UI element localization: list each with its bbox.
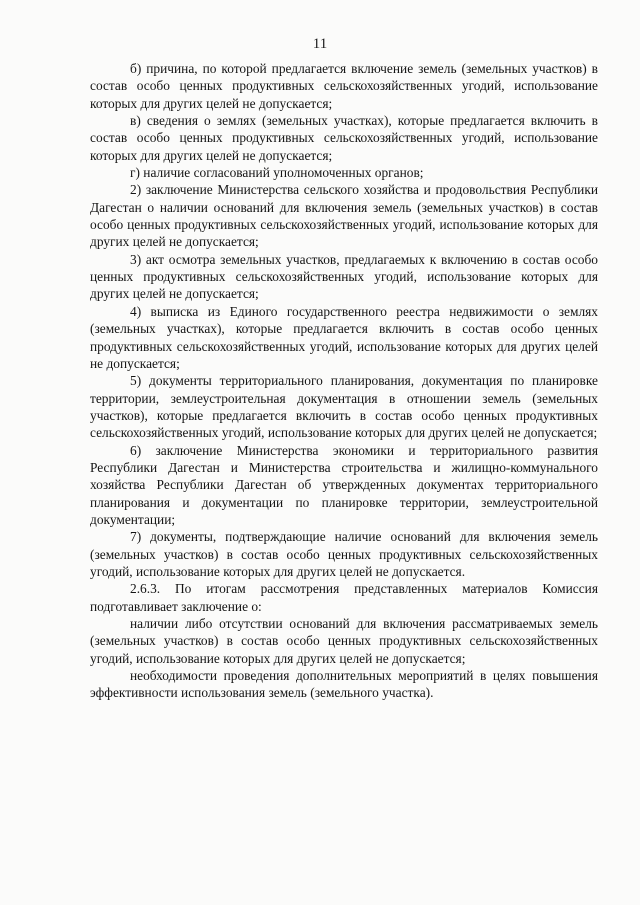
paragraph-item-g: г) наличие согласований уполномоченных органов; [130, 165, 424, 181]
paragraph-conclusion-presence: наличии либо отсутствии оснований для включения рассматриваемых земель (земельных участков) в состав особо ценных продуктивных сельскохозяйственных угодий, использование которых для других целей не допускается; [90, 616, 598, 666]
paragraph-section-2-6-3: 2.6.3. По итогам рассмотрения представленных материалов Комиссия подготавливает заключение о: [90, 581, 598, 614]
paragraph-conclusion-measures: необходимости проведения дополнительных мероприятий в целях повышения эффективности использования земель (земельного участка). [90, 668, 598, 701]
paragraph-item-b: б) причина, по которой предлагается включение земель (земельных участков) в состав особо ценных продуктивных сельскохозяйственных угодий, использование которых для других целей не допускается; [90, 61, 598, 111]
paragraph-item-2: 2) заключение Министерства сельского хозяйства и продовольствия Республики Дагестан о наличии оснований для включения земель (земельных участков) в состав особо ценных продуктивных сельскохозяйственных угодий, использование которых для других целей не допускается; [90, 182, 598, 250]
page-number: 11 [312, 36, 328, 52]
paragraph-item-v: в) сведения о землях (земельных участках), которые предлагается включить в состав особо ценных продуктивных сельскохозяйственных угодий, использование которых для других целей не допускается; [90, 113, 598, 163]
paragraph-item-6: 6) заключение Министерства экономики и территориального развития Республики Дагестан и Министерства строительства и жилищно-коммунального хозяйства Республики Дагестан об утвержденных документах территориального планирования и документации по планировке территории, землеустроительной документации; [90, 442, 598, 527]
paragraph-item-4: 4) выписка из Единого государственного реестра недвижимости о землях (земельных участках), которые предлагается включить в состав особо ценных продуктивных сельскохозяйственных угодий, использование которых для других целей не допускается; [90, 303, 598, 371]
paragraph-item-7: 7) документы, подтверждающие наличие оснований для включения земель (земельных участков) в состав особо ценных продуктивных сельскохозяйственных угодий, использование которых для других целей не допускается. [90, 529, 598, 579]
paragraph-item-5: 5) документы территориального планирования, документация по планировке территории, землеустроительная документация в отношении земель (земельных участков), которые предлагается включить в состав особо ценных продуктивных сельскохозяйственных угодий, использование которых для других целей не допускается; [90, 373, 598, 441]
paragraph-item-3: 3) акт осмотра земельных участков, предлагаемых к включению в состав особо ценных продуктивных сельскохозяйственных угодий, использование которых для других целей не допускается; [90, 251, 598, 302]
document-body [90, 60, 598, 702]
